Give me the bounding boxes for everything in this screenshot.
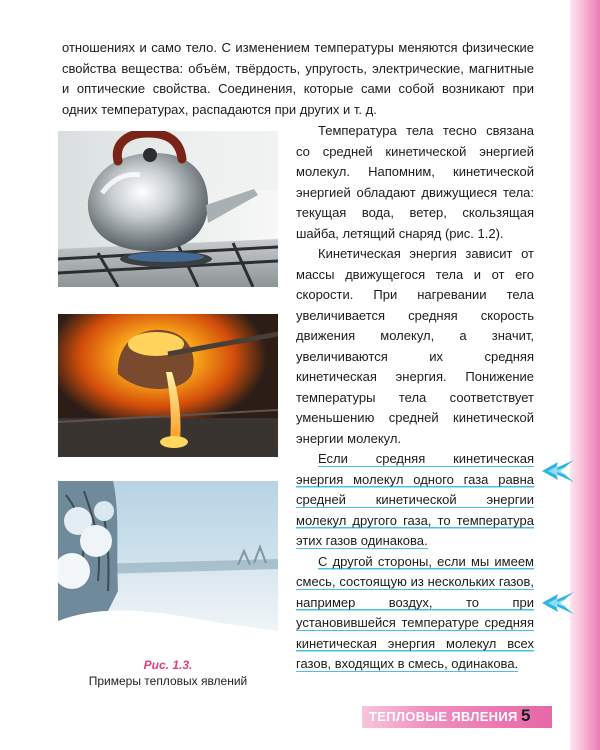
- paragraph: Кинетическая энергия зависит от массы движущегося тела и от его скорости. При нагревании тела увеличивается средняя скорость движения молекул, а значит, увеличиваются их средняя кинетическая энергия. Понижение температуры тела соответствует уменьшению средней кинетической энергии молекул.: [296, 246, 534, 446]
- page-edge-band: [570, 0, 600, 750]
- figure-number: Рис. 1.3.: [143, 658, 193, 672]
- intro-text: отношениях и само тело. С изменением температуры меняются физические свойства вещества: объём, твёрдость, упругость, электрические, магнитные и оптические свойства. Соединения, которые сами собой возникают при одних температурах, распадаются при других и т. д.: [62, 40, 534, 117]
- kettle-photo: [58, 131, 278, 287]
- attention-arrow-icon: [540, 588, 576, 618]
- winter-river-photo: [58, 481, 278, 644]
- molten-metal-photo: [58, 314, 278, 457]
- attention-arrow-icon: [540, 456, 576, 486]
- section-title: ТЕПЛОВЫЕ ЯВЛЕНИЯ: [369, 709, 518, 724]
- highlighted-paragraph: Если средняя кинетическая энергия молекул одного газа равна средней кинетической энергии молекул другого газа, то температура этих газов одинакова.: [296, 451, 534, 548]
- paragraph: Температура тела тесно связана со средней кинетической энергией молекул. Напомним, кинетической энергией обладают движущиеся тела: текущая вода, ветер, скользящая шайба, летящий снаряд (рис. 1.2).: [296, 123, 534, 241]
- figure-caption-text: Примеры тепловых явлений: [88, 674, 248, 688]
- page-number: 5: [521, 706, 531, 725]
- highlighted-paragraph: С другой стороны, если мы имеем смесь, состоящую из нескольких газов, например воздух, то при установившейся температуре средняя кинетическая энергия молекул всех газов, входящих в смесь, одинакова.: [296, 553, 534, 671]
- figure-caption: [58, 657, 278, 689]
- intro-paragraph: [62, 38, 534, 120]
- main-text-column: [296, 121, 534, 675]
